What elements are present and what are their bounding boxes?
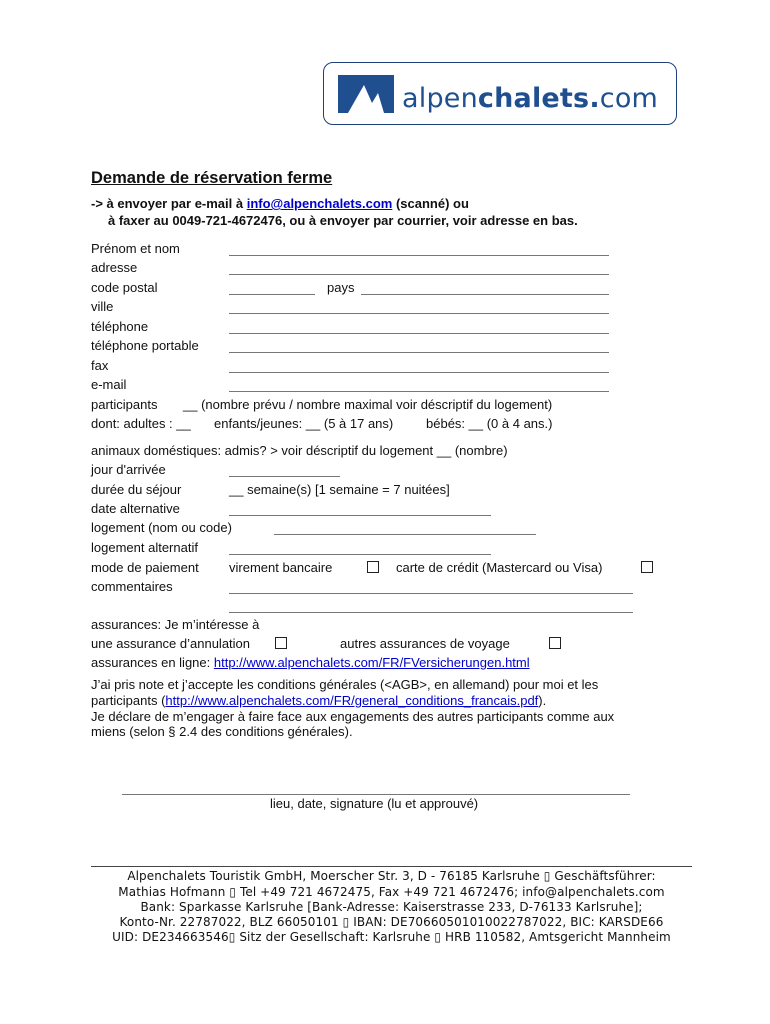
- label-email: e-mail: [91, 377, 127, 392]
- input-telephone[interactable]: [229, 333, 609, 334]
- conditions-link[interactable]: http://www.alpenchalets.com/FR/general_conditions_francais.pdf: [165, 693, 539, 708]
- conditions-line-1: J’ai pris note et j’accepte les conditions générales (<AGB>, en allemand) pour moi et les: [91, 677, 599, 692]
- label-code-postal: code postal: [91, 280, 158, 295]
- input-commentaires-1[interactable]: [229, 593, 633, 594]
- footer-divider: [91, 866, 692, 867]
- checkbox-assurance-annulation[interactable]: [275, 637, 287, 649]
- signature-line[interactable]: [122, 794, 630, 795]
- input-date-alternative[interactable]: [229, 515, 491, 516]
- conditions-line-2: participants (http://www.alpenchalets.com/FR/general_conditions_francais.pdf).: [91, 693, 547, 708]
- label-participants: participants: [91, 397, 158, 412]
- label-adresse: adresse: [91, 260, 138, 275]
- input-logement[interactable]: [274, 534, 536, 535]
- logo-wordmark: alpenchalets.com: [402, 83, 659, 114]
- footer-line-2: Mathias Hofmann ▯ Tel +49 721 4672475, Fax +49 721 4672476; info@alpenchalets.com: [118, 885, 665, 899]
- input-prenom-nom[interactable]: [229, 255, 609, 256]
- assurances-link[interactable]: http://www.alpenchalets.com/FR/FVersicherungen.html: [213, 655, 530, 670]
- label-adultes: dont: adultes : __: [91, 416, 191, 431]
- form-title: Demande de réservation ferme: [91, 169, 333, 187]
- label-animaux: animaux doméstiques: admis? > voir déscriptif du logement __ (nombre): [91, 443, 508, 458]
- mountain-logo-icon: [338, 75, 394, 113]
- label-logement-alternatif: logement alternatif: [91, 540, 198, 555]
- label-jour-arrivee: jour d'arrivée: [91, 462, 166, 477]
- label-prenom-nom: Prénom et nom: [91, 241, 180, 256]
- input-pays[interactable]: [361, 294, 609, 295]
- input-code-postal[interactable]: [229, 294, 315, 295]
- label-commentaires: commentaires: [91, 579, 173, 594]
- input-email[interactable]: [229, 391, 609, 392]
- label-enfants: enfants/jeunes: __ (5 à 17 ans): [214, 416, 394, 431]
- input-fax[interactable]: [229, 372, 609, 373]
- input-adresse[interactable]: [229, 274, 609, 275]
- signature-label: lieu, date, signature (lu et approuvé): [270, 796, 479, 811]
- label-fax: fax: [91, 358, 109, 373]
- conditions-line-4: miens (selon § 2.4 des conditions générales).: [91, 724, 353, 739]
- input-ville[interactable]: [229, 313, 609, 314]
- alpenchalets-logo: [323, 62, 677, 125]
- label-autres-assurances: autres assurances de voyage: [340, 636, 510, 651]
- instructions-line-1: -> à envoyer par e-mail à info@alpenchalets.com (scanné) ou: [91, 196, 469, 211]
- label-assurance-annulation: une assurance d’annulation: [91, 636, 251, 651]
- label-virement: virement bancaire: [229, 560, 333, 575]
- label-ville: ville: [91, 299, 114, 314]
- checkbox-carte-credit[interactable]: [641, 561, 653, 573]
- label-telephone-portable: téléphone portable: [91, 338, 199, 353]
- label-duree-sejour: durée du séjour: [91, 482, 182, 497]
- email-link[interactable]: info@alpenchalets.com: [246, 196, 393, 211]
- footer-line-3: Bank: Sparkasse Karlsruhe [Bank-Adresse: Kaiserstrasse 233, D-76133 Karlsruhe];: [140, 900, 643, 914]
- assurances-intro: assurances: Je m’intéresse à: [91, 617, 260, 632]
- footer-line-4: Konto-Nr. 22787022, BLZ 66050101 ▯ IBAN: DE70660501010022787022, BIC: KARSDE66: [119, 915, 664, 929]
- footer-line-1: Alpenchalets Touristik GmbH, Moerscher Str. 3, D - 76185 Karlsruhe ▯ Geschäftsführer:: [127, 869, 656, 883]
- instructions-line-2: à faxer au 0049-721-4672476, ou à envoyer par courrier, voir adresse en bas.: [108, 213, 578, 228]
- label-pays: pays: [327, 280, 355, 295]
- assurances-en-ligne: assurances en ligne: http://www.alpenchalets.com/FR/FVersicherungen.html: [91, 655, 530, 670]
- duree-note: __ semaine(s) [1 semaine = 7 nuitées]: [229, 482, 450, 497]
- checkbox-autres-assurances[interactable]: [549, 637, 561, 649]
- checkbox-virement[interactable]: [367, 561, 379, 573]
- participants-note: __ (nombre prévu / nombre maximal voir déscriptif du logement): [183, 397, 553, 412]
- footer-line-5: UID: DE234663546▯ Sitz der Gesellschaft: Karlsruhe ▯ HRB 110582, Amtsgericht Mannheim: [112, 930, 671, 944]
- input-commentaires-2[interactable]: [229, 612, 633, 613]
- input-telephone-portable[interactable]: [229, 352, 609, 353]
- label-telephone: téléphone: [91, 319, 149, 334]
- label-mode-paiement: mode de paiement: [91, 560, 199, 575]
- input-logement-alternatif[interactable]: [229, 554, 491, 555]
- input-jour-arrivee[interactable]: [229, 476, 340, 477]
- label-date-alternative: date alternative: [91, 501, 180, 516]
- conditions-line-3: Je déclare de m’engager à faire face aux engagements des autres participants comme aux: [91, 709, 615, 724]
- label-logement: logement (nom ou code): [91, 520, 232, 535]
- label-carte-credit: carte de crédit (Mastercard ou Visa): [396, 560, 603, 575]
- label-bebes: bébés: __ (0 à 4 ans.): [426, 416, 553, 431]
